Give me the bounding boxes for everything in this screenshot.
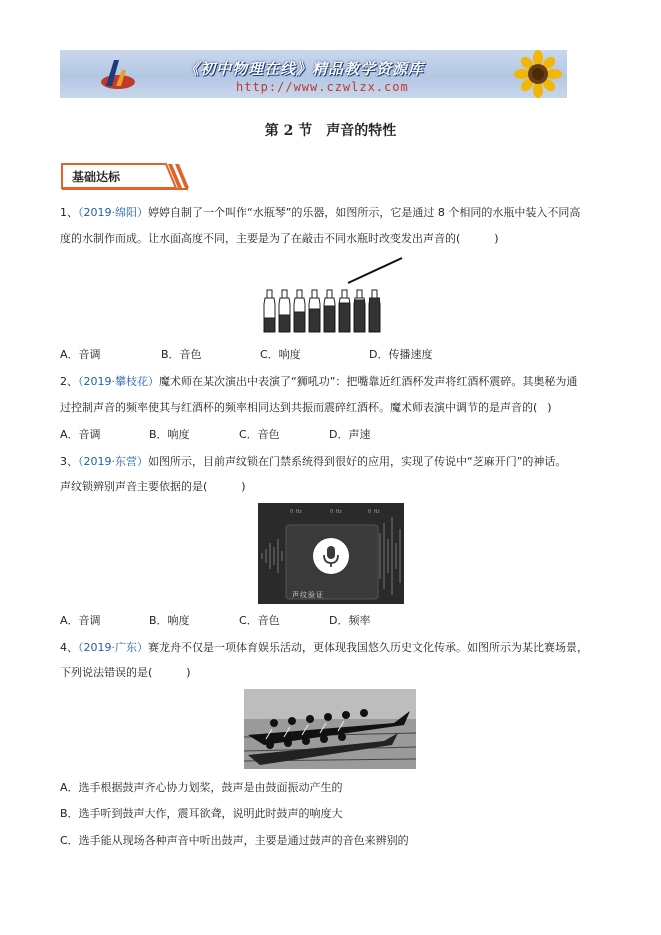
q2-number: 2、 <box>60 375 78 388</box>
q2-options <box>60 426 560 444</box>
q2-option-c[interactable]: C．音色 <box>239 428 280 441</box>
q3-option-d[interactable]: D．频率 <box>329 614 371 627</box>
q1-line2: 度的水制作而成。让水面高度不同，主要是为了在敲击不同水瓶时改变发出声音的( ) <box>60 232 499 245</box>
q3-text-2: 声纹锁辨别声音主要依据的是( <box>60 480 208 493</box>
dragon-boat-figure <box>244 689 416 769</box>
q3-text-1: 如图所示，目前声纹锁在门禁系统得到很好的应用，实现了传说中“芝麻开门”的神话。 <box>148 455 567 468</box>
q1-option-b[interactable]: B．音色 <box>161 348 202 361</box>
section-number: 第 2 节 <box>264 123 313 139</box>
q3-line2: 声纹锁辨别声音主要依据的是( ) <box>60 480 246 493</box>
q2-line1 <box>60 372 577 392</box>
q1-option-c[interactable]: C．响度 <box>260 348 301 361</box>
voiceprint-caption: 声纹验证 <box>292 591 324 599</box>
svg-text:0 Hz: 0 Hz <box>368 509 381 515</box>
q4-line1 <box>60 638 588 658</box>
q1-text-1: 婷婷自制了一个叫作“水瓶琴”的乐器，如图所示，它是通过 8 个相同的水瓶中装入不同高 <box>148 206 581 219</box>
banner-url: http://www.czwlzx.com <box>236 80 409 94</box>
q1-option-a[interactable]: A．音调 <box>60 348 101 361</box>
q1-options <box>60 346 560 364</box>
q4-option-c[interactable]: C．选手能从现场各种声音中听出鼓声，主要是通过鼓声的音色来辨别的 <box>60 834 409 847</box>
banner-title: 《初中物理在线》精品教学资源库 <box>184 60 425 78</box>
q2-text-2: 过控制声音的频率使其与红酒杯的频率相同达到共振而震碎红酒杯。魔术师表演中调节的是声音的( <box>60 401 538 414</box>
badge-label: 基础达标 <box>72 170 121 184</box>
q1-number: 1、 <box>60 206 78 219</box>
q1-source: （2019·绵阳） <box>78 206 148 219</box>
q2-option-a[interactable]: A．音调 <box>60 428 101 441</box>
q1-line1 <box>60 203 580 223</box>
q3-source: （2019·东营） <box>78 455 148 468</box>
section-title <box>0 120 661 140</box>
q2-line2: 过控制声音的频率使其与红酒杯的频率相同达到共振而震碎红酒杯。魔术师表演中调节的是声音的( ) <box>60 401 552 414</box>
water-bottles-figure <box>262 256 408 334</box>
voiceprint-figure <box>258 503 404 604</box>
microphone-icon <box>312 537 350 575</box>
q4-number: 4、 <box>60 641 78 654</box>
q2-text-1: 魔术师在某次演出中表演了“狮吼功”：把嘴靠近红酒杯发声将红酒杯震碎。其奥秘为通 <box>159 375 578 388</box>
dragon-boat-photo <box>244 689 416 769</box>
q4-line2: 下列说法错误的是( ) <box>60 666 191 679</box>
q3-number: 3、 <box>60 455 78 468</box>
q3-option-a[interactable]: A．音调 <box>60 614 101 627</box>
q1-option-d[interactable]: D．传播速度 <box>369 348 433 361</box>
header-banner <box>60 50 567 98</box>
q2-option-d[interactable]: D．声速 <box>329 428 371 441</box>
q4-option-b[interactable]: B．选手听到鼓声大作，震耳欲聋，说明此时鼓声的响度大 <box>60 807 343 820</box>
q4-source: （2019·广东） <box>78 641 148 654</box>
section-name: 声音的特性 <box>326 123 397 139</box>
site-logo-icon <box>96 56 136 92</box>
svg-text:0 Hz: 0 Hz <box>330 509 343 515</box>
q2-option-b[interactable]: B．响度 <box>149 428 190 441</box>
svg-text:0 Hz: 0 Hz <box>290 509 303 515</box>
q4-text-1: 赛龙舟不仅是一项体育娱乐活动，更体现我国悠久历史文化传承。如图所示为某比赛场景， <box>148 641 588 654</box>
q3-options <box>60 612 560 630</box>
q1-text-2: 度的水制作而成。让水面高度不同，主要是为了在敲击不同水瓶时改变发出声音的( <box>60 232 461 245</box>
sunflower-icon <box>508 50 567 98</box>
q3-option-b[interactable]: B．响度 <box>149 614 190 627</box>
q2-source: （2019·攀枝花） <box>78 375 159 388</box>
q3-line1 <box>60 452 566 472</box>
q4-text-2: 下列说法错误的是( <box>60 666 153 679</box>
q3-option-c[interactable]: C．音色 <box>239 614 280 627</box>
q4-option-a[interactable]: A．选手根据鼓声齐心协力划桨，鼓声是由鼓面振动产生的 <box>60 781 343 794</box>
